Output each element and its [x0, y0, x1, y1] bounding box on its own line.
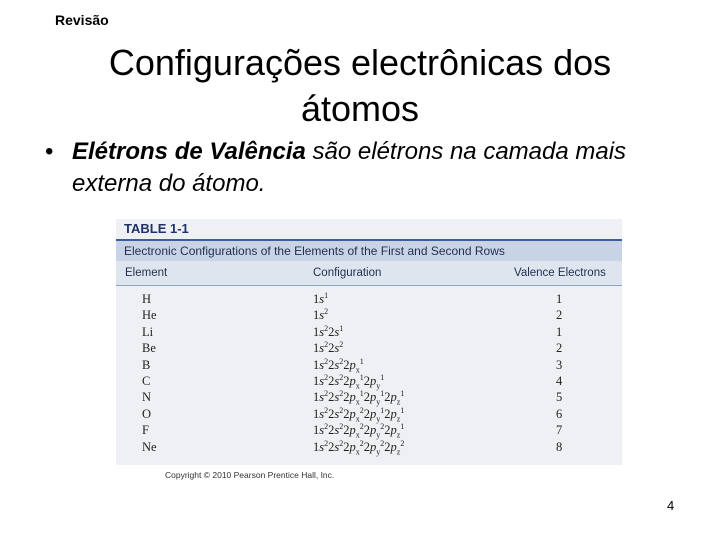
cell-configuration: $1s^22s^2$: [313, 340, 344, 356]
cell-configuration: $1s^22s^22p_x^12p_y^1$: [313, 372, 385, 391]
table-row: [116, 357, 622, 373]
cell-valence: 2: [556, 308, 563, 323]
cell-element: B: [142, 357, 151, 372]
cell-element: Li: [142, 324, 154, 339]
bullet-marker: •: [45, 138, 54, 165]
header-element: Element: [125, 267, 168, 279]
cell-configuration: $1s^1$: [313, 290, 329, 306]
cell-element: F: [142, 423, 149, 438]
cell-configuration: $1s^22s^1$: [313, 323, 344, 339]
cell-element: C: [142, 373, 151, 388]
bullet-point: [45, 136, 685, 200]
cell-configuration: $1s^22s^22p_x^22p_y^22p_z^2$: [313, 438, 405, 457]
table-row: [116, 422, 622, 438]
cell-valence: 2: [556, 341, 563, 356]
cell-valence: 4: [556, 373, 563, 388]
slide-title: [40, 40, 680, 132]
bullet-emphasis: Elétrons de Valência: [72, 138, 306, 165]
cell-valence: 8: [556, 439, 563, 454]
table-row: [116, 324, 622, 340]
table-row: [116, 307, 622, 323]
cell-element: H: [142, 292, 152, 306]
header-configuration: Configuration: [313, 267, 382, 279]
title-line-2: átomos: [300, 88, 420, 129]
cell-valence: 5: [556, 390, 563, 405]
cell-configuration: $1s^22s^22p_x^22p_y^12p_z^1$: [313, 405, 405, 424]
cell-configuration: $1s^2$: [313, 307, 329, 323]
cell-element: N: [142, 390, 152, 405]
table-header-row: [116, 261, 622, 286]
cell-element: He: [142, 308, 157, 323]
cell-valence: 3: [556, 357, 563, 372]
cell-configuration: $1s^22s^22p_x^1$: [313, 356, 364, 375]
cell-configuration: $1s^22s^22p_x^12p_y^12p_z^1$: [313, 389, 405, 407]
header-valence: Valence Electrons: [514, 267, 606, 279]
electron-config-table: [116, 219, 622, 465]
table-row: [116, 406, 622, 422]
table-row: [116, 389, 622, 405]
table-row: [116, 291, 622, 307]
table-row: [116, 373, 622, 389]
table-caption: Electronic Configurations of the Elements of the First and Second Rows: [116, 241, 622, 261]
cell-valence: 6: [556, 406, 563, 421]
table-row: [116, 340, 622, 356]
cell-element: Be: [142, 341, 156, 356]
cell-valence: 7: [556, 423, 563, 438]
cell-configuration: $1s^22s^22p_x^22p_y^22p_z^1$: [313, 421, 405, 440]
table-copyright: Copyright © 2010 Pearson Prentice Hall, Inc.: [165, 470, 335, 480]
page-number: 4: [667, 498, 675, 513]
table-label: TABLE 1-1: [124, 221, 189, 236]
cell-valence: 1: [556, 292, 563, 306]
bullet-text: [45, 136, 685, 200]
title-line-1: Configurações electrônicas dos: [108, 42, 612, 83]
slide-kicker: Revisão: [55, 12, 109, 28]
bullet-rest: são elétrons na camada mais externa do átomo.: [72, 138, 627, 197]
cell-valence: 1: [556, 324, 563, 339]
table-body: [116, 291, 622, 455]
cell-element: Ne: [142, 439, 157, 454]
table-row: [116, 439, 622, 455]
cell-element: O: [142, 406, 152, 421]
